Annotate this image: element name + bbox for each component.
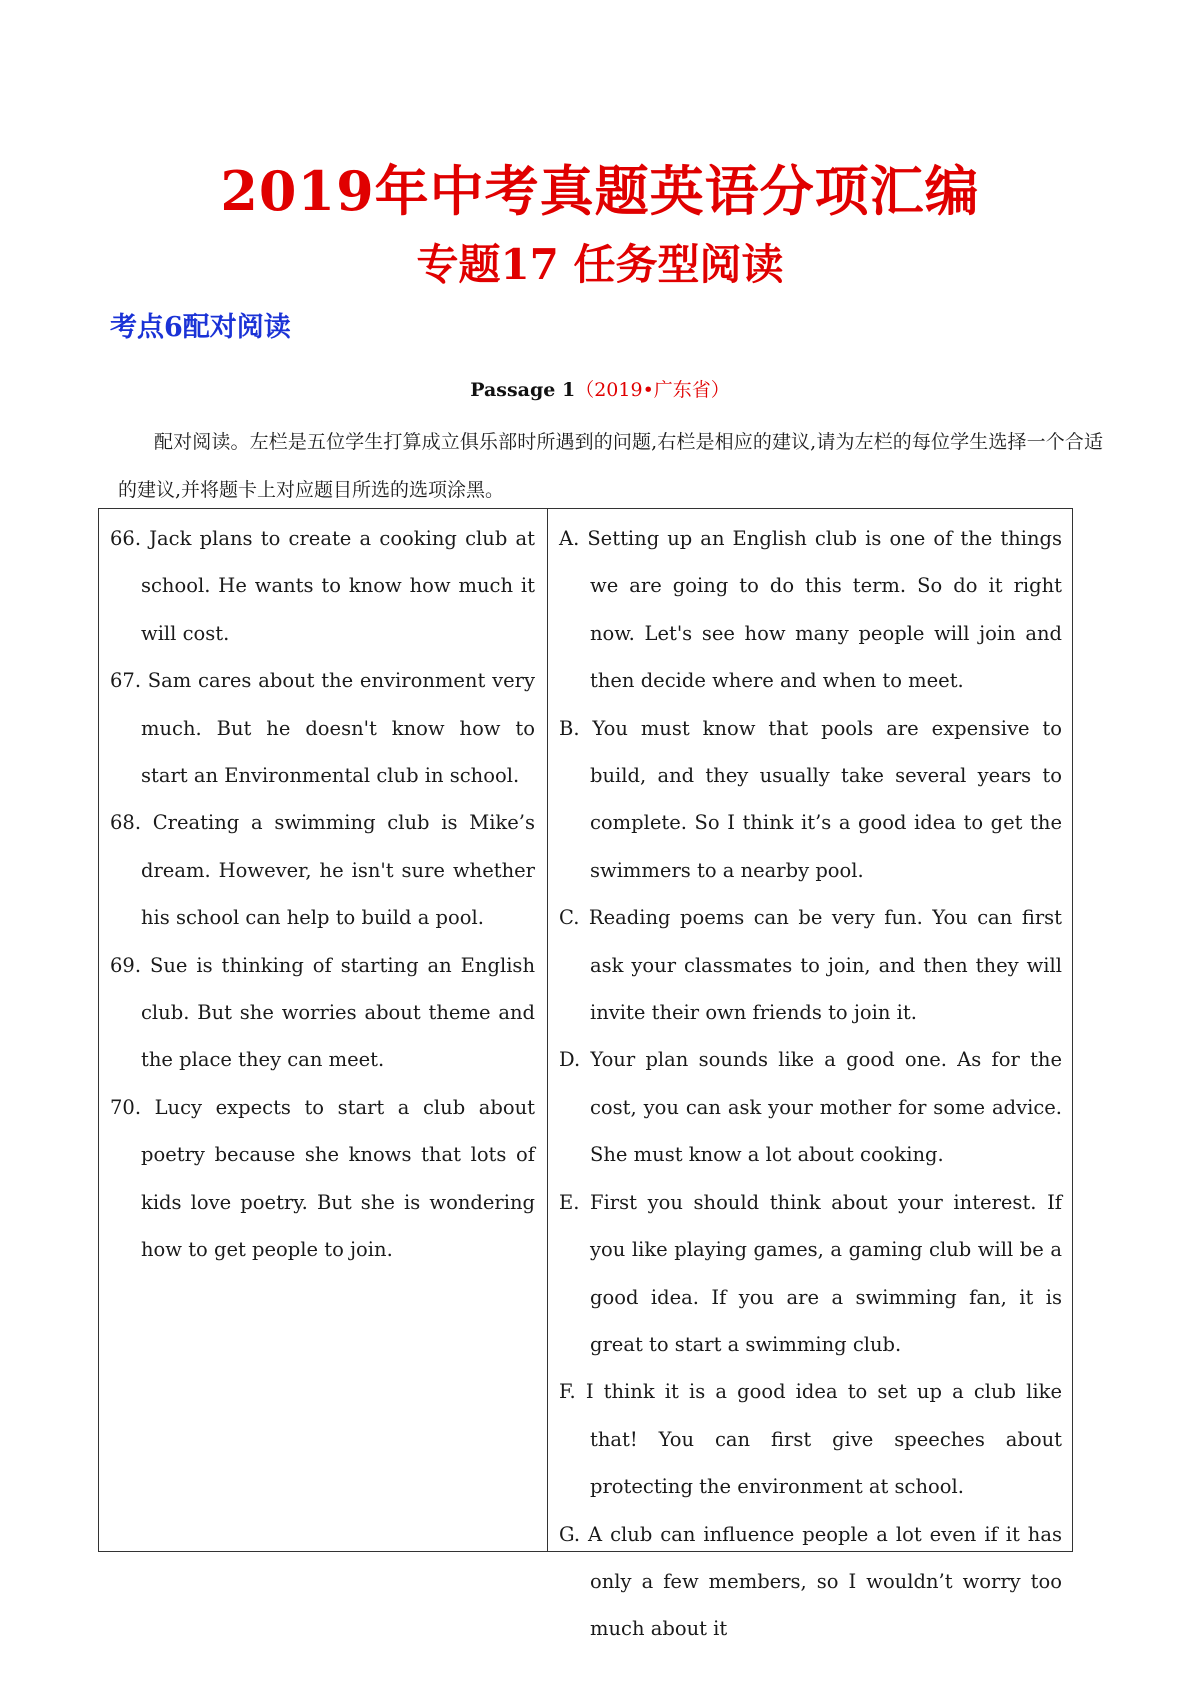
question-70: 70. Lucy expects to start a club about poetry because she knows that lots of kids love poetry. But she is wondering how to get people to join.: [110, 1095, 535, 1262]
option-a: A. Setting up an English club is one of the things we are going to do this term. So do it right now. Let's see how many people will join and then decide where and when to meet.: [559, 527, 1062, 693]
option-f: F. I think it is a good idea to set up a club like that! You can first give speeches about protecting the environment at school.: [559, 1380, 1062, 1499]
option-g: G. A club can influence people a lot even if it has only a few members, so I wouldn’t worry too much about it: [559, 1522, 1062, 1641]
question-66: 66. Jack plans to create a cooking club at school. He wants to know how much it will cost.: [110, 527, 535, 645]
option-c: C. Reading poems can be very fun. You can first ask your classmates to join, and then they will invite their own friends to join it.: [559, 906, 1062, 1025]
section-heading: 考点6配对阅读: [110, 312, 291, 343]
column-divider: [547, 509, 548, 1551]
subtitle: 专题17 任务型阅读: [416, 240, 784, 289]
options-column: [559, 515, 1062, 1653]
question-67: 67. Sam cares about the environment very much. But he doesn't know how to start an Environmental club in school.: [110, 669, 535, 788]
passage-label: Passage 1: [470, 379, 576, 401]
passage-source: （2019•广东省）: [575, 379, 730, 401]
instructions: 配对阅读。左栏是五位学生打算成立俱乐部时所遇到的问题,右栏是相应的建议,请为左栏的每位学生选择一个合适的建议,并将题卡上对应题目所选的选项涂黑。: [118, 431, 1103, 501]
option-b: B. You must know that pools are expensive to build, and they usually take several years to complete. So I think it’s a good idea to get the swimmers to a nearby pool.: [559, 716, 1062, 882]
matching-table: [98, 508, 1073, 1641]
main-title: 2019年中考真题英语分项汇编: [220, 159, 980, 223]
question-69: 69. Sue is thinking of starting an English club. But she worries about theme and the place they can meet.: [110, 953, 535, 1072]
passage-heading: [0, 376, 1200, 404]
option-e: E. First you should think about your interest. If you like playing games, a gaming club will be a good idea. If you are a swimming fan, it is great to start a swimming club.: [559, 1190, 1062, 1356]
questions-column: [110, 515, 535, 1274]
question-68: 68. Creating a swimming club is Mike’s dream. However, he isn't sure whether his school can help to build a pool.: [110, 811, 535, 930]
option-d: D. Your plan sounds like a good one. As for the cost, you can ask your mother for some advice. She must know a lot about cooking.: [559, 1048, 1062, 1167]
